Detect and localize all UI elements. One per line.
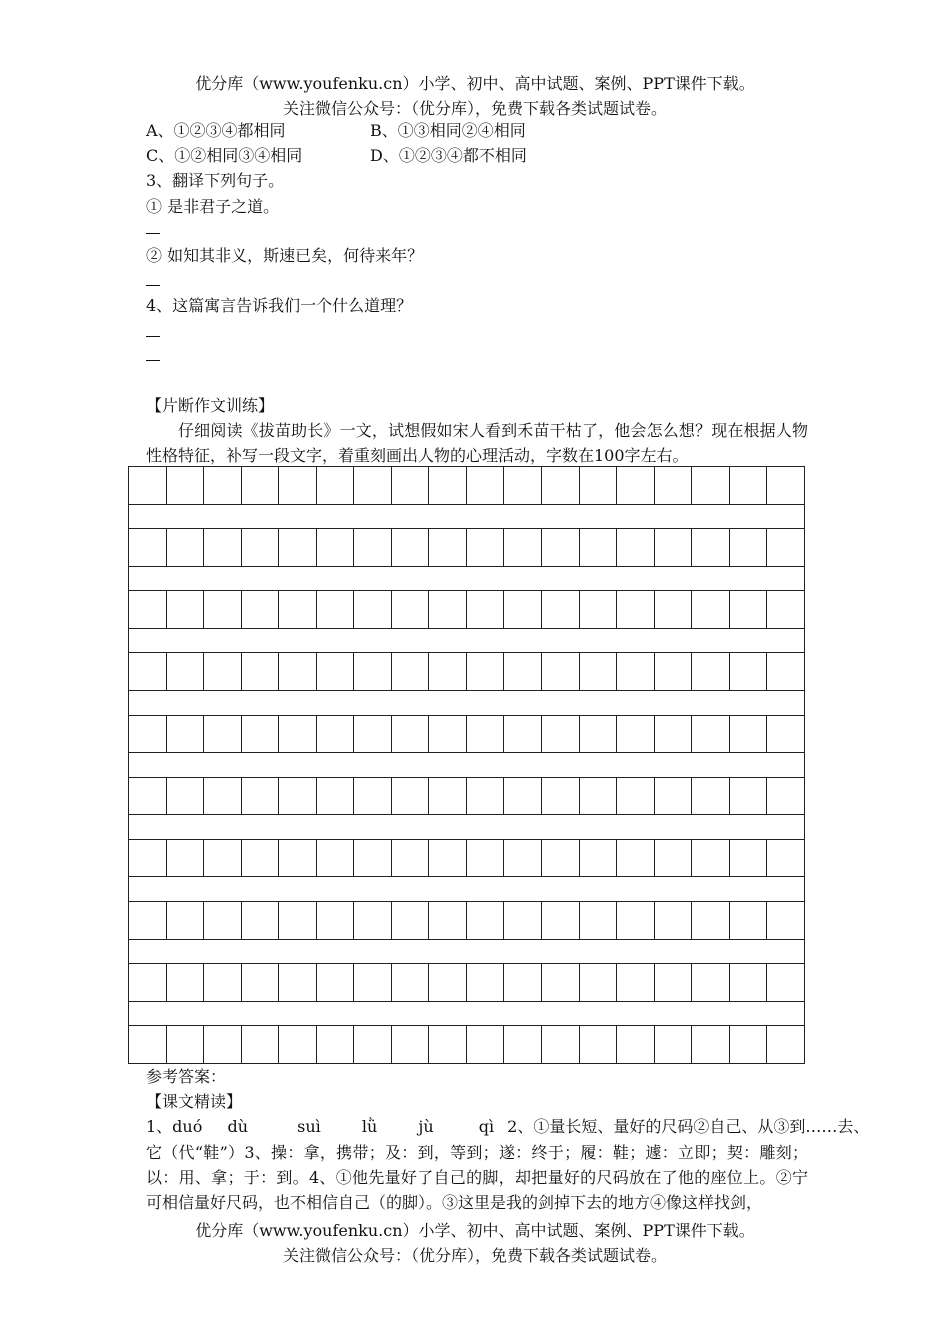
grid-cell[interactable] [391,777,429,815]
grid-cell[interactable] [617,901,655,939]
grid-spacer [129,504,805,528]
composition-grid[interactable] [128,466,805,1064]
grid-cell[interactable] [241,901,279,939]
grid-cell[interactable] [767,591,805,629]
grid-cell[interactable] [354,839,392,877]
grid-cell[interactable] [579,1026,617,1064]
grid-cell[interactable] [391,467,429,505]
grid-spacer-row [129,1001,805,1025]
grid-spacer-row [129,815,805,839]
grid-cell[interactable] [504,964,542,1002]
pinyin-item: jù [418,1117,434,1136]
grid-cell[interactable] [429,839,467,877]
grid-cell[interactable] [692,467,730,505]
grid-cell[interactable] [279,777,317,815]
grid-cell[interactable] [504,1026,542,1064]
grid-cell[interactable] [466,529,504,567]
grid-cell[interactable] [466,591,504,629]
grid-spacer [129,1001,805,1025]
grid-cell[interactable] [466,964,504,1002]
grid-cell[interactable] [654,839,692,877]
grid-cell[interactable] [429,777,467,815]
grid-cell[interactable] [204,964,242,1002]
grid-cell[interactable] [579,529,617,567]
answer-blank[interactable] [146,233,160,234]
grid-cell[interactable] [316,591,354,629]
grid-cell[interactable] [579,715,617,753]
grid-cell[interactable] [279,715,317,753]
pinyin-lead: 1、duó [146,1117,203,1136]
grid-cell[interactable] [579,839,617,877]
grid-cell[interactable] [241,839,279,877]
grid-cell[interactable] [204,653,242,691]
grid-cell[interactable] [617,964,655,1002]
grid-cell[interactable] [241,1026,279,1064]
grid-cell[interactable] [316,467,354,505]
grid-cell[interactable] [729,715,767,753]
grid-cell[interactable] [579,777,617,815]
grid-row [129,777,805,815]
answers-body: 它（代“鞋”）3、操：拿，携带；及：到，等到；遂：终于；履：鞋；遽：立即；契：雕刻；以：用、拿；于：到。4、①他先量好了自己的脚，却把量好的尺码放在了他的座位上。②宁可相信量好尺码，也不相信自己（的脚）。③这里是我的剑掉下去的地方④像这样找剑， [146,1143,808,1212]
grid-cell[interactable] [767,653,805,691]
grid-cell[interactable] [542,777,580,815]
grid-cell[interactable] [166,653,204,691]
grid-cell[interactable] [767,777,805,815]
grid-cell[interactable] [129,591,167,629]
grid-cell[interactable] [542,715,580,753]
grid-cell[interactable] [692,715,730,753]
grid-cell[interactable] [617,1026,655,1064]
grid-cell[interactable] [391,591,429,629]
grid-cell[interactable] [466,777,504,815]
q3-sentence-2: ② 如知其非义，斯速已矣，何待来年？ [146,246,424,265]
grid-cell[interactable] [429,529,467,567]
grid-cell[interactable] [729,591,767,629]
grid-cell[interactable] [316,839,354,877]
grid-cell[interactable] [166,715,204,753]
grid-spacer-row [129,877,805,901]
grid-cell[interactable] [542,529,580,567]
grid-cell[interactable] [129,529,167,567]
grid-spacer [129,753,805,777]
grid-spacer [129,877,805,901]
grid-cell[interactable] [466,715,504,753]
grid-cell[interactable] [729,964,767,1002]
grid-row [129,591,805,629]
grid-cell[interactable] [729,1026,767,1064]
grid-cell[interactable] [542,591,580,629]
grid-cell[interactable] [429,901,467,939]
grid-cell[interactable] [767,467,805,505]
grid-row [129,653,805,691]
grid-cell[interactable] [617,529,655,567]
grid-cell[interactable] [729,777,767,815]
grid-spacer-row [129,753,805,777]
grid-cell[interactable] [129,964,167,1002]
grid-cell[interactable] [354,901,392,939]
grid-cell[interactable] [279,467,317,505]
grid-cell[interactable] [279,901,317,939]
grid-cell[interactable] [241,653,279,691]
grid-cell[interactable] [767,529,805,567]
grid-cell[interactable] [542,964,580,1002]
grid-row [129,467,805,505]
grid-cell[interactable] [429,964,467,1002]
grid-cell[interactable] [654,715,692,753]
grid-cell[interactable] [204,591,242,629]
grid-cell[interactable] [316,1026,354,1064]
grid-cell[interactable] [279,653,317,691]
grid-cell[interactable] [654,1026,692,1064]
grid-cell[interactable] [767,1026,805,1064]
grid-spacer-row [129,566,805,590]
grid-cell[interactable] [204,901,242,939]
grid-cell[interactable] [692,1026,730,1064]
grid-cell[interactable] [617,467,655,505]
grid-cell[interactable] [617,653,655,691]
grid-cell[interactable] [241,529,279,567]
grid-cell[interactable] [617,777,655,815]
pinyin-item: suì [297,1117,321,1136]
grid-spacer [129,628,805,652]
grid-cell[interactable] [504,839,542,877]
q3-title: 3、翻译下列句子。 [146,171,285,190]
grid-cell[interactable] [204,715,242,753]
answer-blank[interactable] [146,285,160,286]
grid-cell[interactable] [354,964,392,1002]
grid-spacer-row [129,691,805,715]
grid-cell[interactable] [316,964,354,1002]
grid-cell[interactable] [767,964,805,1002]
grid-cell[interactable] [579,467,617,505]
grid-spacer-row [129,939,805,963]
grid-cell[interactable] [204,777,242,815]
grid-cell[interactable] [504,591,542,629]
grid-cell[interactable] [166,591,204,629]
grid-cell[interactable] [466,901,504,939]
grid-cell[interactable] [542,1026,580,1064]
grid-cell[interactable] [504,901,542,939]
grid-cell[interactable] [279,529,317,567]
grid-cell[interactable] [579,653,617,691]
writing-prompt: 仔细阅读《拔苗助长》一文，试想假如宋人看到禾苗干枯了，他会怎么想？现在根据人物性格特征，补写一段文字，着重刻画出人物的心理活动，字数在100字左右。 [146,421,808,465]
q4-title: 4、这篇寓言告诉我们一个什么道理？ [146,296,413,315]
grid-cell[interactable] [204,467,242,505]
answer-line-1-tail: 2、①量长短、量好的尺码②自己、从③到……去、 [507,1117,870,1136]
grid-cell[interactable] [542,653,580,691]
grid-cell[interactable] [241,777,279,815]
grid-cell[interactable] [241,715,279,753]
grid-cell[interactable] [354,467,392,505]
option-c: C、①②相同③④相同 [146,146,303,165]
grid-row [129,1026,805,1064]
grid-cell[interactable] [166,964,204,1002]
grid-cell[interactable] [692,591,730,629]
grid-cell[interactable] [692,529,730,567]
grid-cell[interactable] [129,1026,167,1064]
grid-cell[interactable] [692,839,730,877]
grid-cell[interactable] [204,529,242,567]
header-line-1: 优分库（www.youfenku.cn）小学、初中、高中试题、案例、PPT课件下载。 [195,74,755,93]
grid-cell[interactable] [129,777,167,815]
answers-section-title: 【课文精读】 [146,1092,243,1111]
grid-cell[interactable] [166,901,204,939]
grid-cell[interactable] [767,839,805,877]
pinyin-item: qì [478,1117,495,1136]
grid-cell[interactable] [654,653,692,691]
grid-cell[interactable] [692,653,730,691]
grid-cell[interactable] [391,653,429,691]
grid-cell[interactable] [654,529,692,567]
grid-cell[interactable] [429,715,467,753]
grid-cell[interactable] [466,653,504,691]
grid-spacer [129,691,805,715]
grid-cell[interactable] [354,653,392,691]
grid-cell[interactable] [767,715,805,753]
grid-cell[interactable] [279,839,317,877]
grid-cell[interactable] [692,777,730,815]
grid-cell[interactable] [579,964,617,1002]
option-b: B、①③相同②④相同 [370,121,526,140]
grid-cell[interactable] [166,777,204,815]
grid-cell[interactable] [729,653,767,691]
grid-cell[interactable] [129,839,167,877]
grid-cell[interactable] [692,964,730,1002]
grid-cell[interactable] [504,529,542,567]
grid-cell[interactable] [354,529,392,567]
grid-cell[interactable] [654,964,692,1002]
pinyin-item: dù [227,1117,249,1136]
grid-cell[interactable] [504,467,542,505]
grid-cell[interactable] [166,529,204,567]
grid-cell[interactable] [617,715,655,753]
grid-cell[interactable] [354,777,392,815]
footer-line-2: 关注微信公众号：（优分库），免费下载各类试题试卷。 [282,1246,667,1265]
grid-cell[interactable] [617,839,655,877]
grid-spacer-row [129,628,805,652]
grid-cell[interactable] [391,901,429,939]
grid-spacer-row [129,504,805,528]
grid-cell[interactable] [279,964,317,1002]
grid-cell[interactable] [354,1026,392,1064]
grid-cell[interactable] [542,839,580,877]
grid-cell[interactable] [391,839,429,877]
footer-line-1: 优分库（www.youfenku.cn）小学、初中、高中试题、案例、PPT课件下载。 [195,1221,755,1240]
grid-row [129,529,805,567]
grid-cell[interactable] [542,467,580,505]
grid-cell[interactable] [466,1026,504,1064]
grid-cell[interactable] [279,591,317,629]
grid-cell[interactable] [279,1026,317,1064]
grid-cell[interactable] [316,777,354,815]
grid-cell[interactable] [166,839,204,877]
grid-cell[interactable] [204,839,242,877]
grid-spacer [129,566,805,590]
grid-cell[interactable] [316,715,354,753]
grid-row [129,839,805,877]
grid-cell[interactable] [654,591,692,629]
grid-cell[interactable] [166,467,204,505]
grid-cell[interactable] [241,591,279,629]
grid-spacer [129,815,805,839]
writing-title: 【片断作文训练】 [146,396,275,415]
grid-cell[interactable] [391,964,429,1002]
header-line-2: 关注微信公众号：（优分库），免费下载各类试题试卷。 [282,99,667,118]
grid-spacer [129,939,805,963]
grid-cell[interactable] [466,839,504,877]
grid-cell[interactable] [391,715,429,753]
grid-cell[interactable] [504,653,542,691]
option-d: D、①②③④都不相同 [370,146,527,165]
grid-cell[interactable] [316,653,354,691]
grid-cell[interactable] [391,529,429,567]
grid-row [129,901,805,939]
option-a: A、①②③④都相同 [146,121,286,140]
grid-cell[interactable] [129,467,167,505]
grid-cell[interactable] [466,467,504,505]
grid-cell[interactable] [729,529,767,567]
grid-row [129,964,805,1002]
grid-cell[interactable] [654,777,692,815]
grid-cell[interactable] [241,964,279,1002]
grid-cell[interactable] [692,901,730,939]
grid-cell[interactable] [129,653,167,691]
answer-blank[interactable] [146,360,160,361]
grid-cell[interactable] [316,901,354,939]
grid-cell[interactable] [166,1026,204,1064]
grid-cell[interactable] [129,901,167,939]
grid-cell[interactable] [204,1026,242,1064]
grid-cell[interactable] [654,901,692,939]
grid-cell[interactable] [316,529,354,567]
grid-cell[interactable] [654,467,692,505]
grid-cell[interactable] [504,777,542,815]
q3-sentence-1: ① 是非君子之道。 [146,197,280,216]
grid-row [129,715,805,753]
grid-cell[interactable] [429,653,467,691]
grid-cell[interactable] [767,901,805,939]
grid-cell[interactable] [429,591,467,629]
grid-cell[interactable] [354,715,392,753]
answer-line-1 [146,1117,869,1137]
grid-cell[interactable] [241,467,279,505]
grid-cell[interactable] [617,591,655,629]
grid-cell[interactable] [729,901,767,939]
grid-cell[interactable] [729,467,767,505]
grid-cell[interactable] [429,1026,467,1064]
grid-cell[interactable] [429,467,467,505]
answer-blank[interactable] [146,336,160,337]
grid-cell[interactable] [542,901,580,939]
pinyin-item: lǜ [361,1117,378,1136]
grid-cell[interactable] [129,715,167,753]
grid-cell[interactable] [391,1026,429,1064]
answers-title: 参考答案： [146,1067,227,1086]
grid-cell[interactable] [579,591,617,629]
grid-cell[interactable] [504,715,542,753]
grid-cell[interactable] [354,591,392,629]
grid-cell[interactable] [579,901,617,939]
grid-cell[interactable] [729,839,767,877]
